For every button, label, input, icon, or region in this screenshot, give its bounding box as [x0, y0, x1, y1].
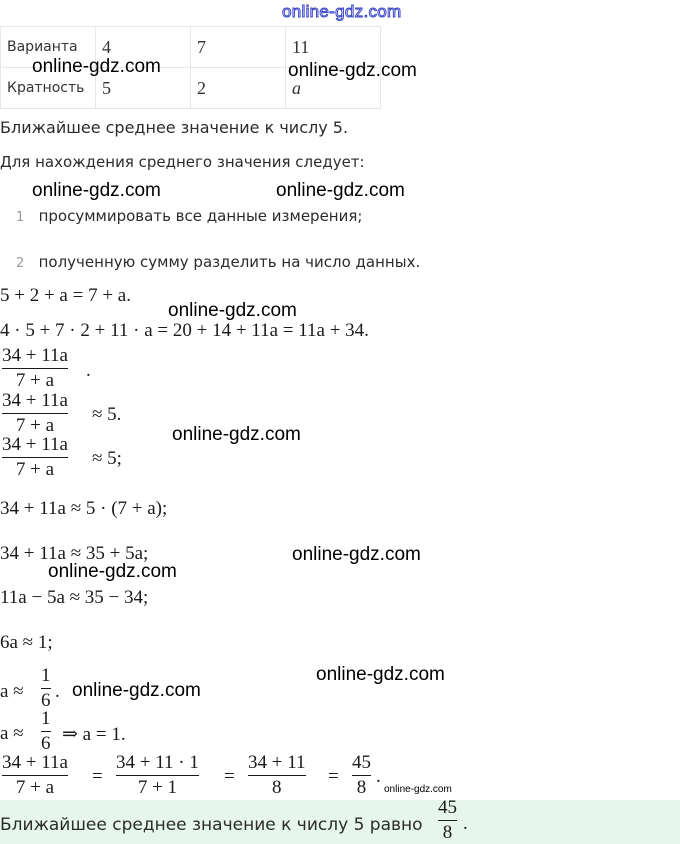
table-cell: 11	[286, 27, 381, 68]
approx-five: ≈ 5;	[92, 448, 122, 469]
fraction-denominator: 8	[442, 822, 453, 843]
fraction-mean	[2, 345, 68, 392]
row-label-multiplicity: Кратность	[1, 68, 96, 109]
implication: ⇒ a = 1.	[62, 724, 126, 745]
fraction-numerator: 34 + 11a	[2, 390, 68, 411]
watermark-top: online-gdz.com	[282, 2, 402, 21]
watermark: online-gdz.com	[316, 664, 445, 685]
period: .	[376, 766, 381, 787]
equation-weighted-sum: 4 · 5 + 7 · 2 + 11 · a = 20 + 14 + 11a = 11a + 34.	[0, 320, 369, 341]
row-label-variants: Варианта	[1, 27, 96, 68]
fraction-bar	[2, 775, 68, 776]
period: .	[55, 681, 60, 702]
period: .	[86, 360, 91, 381]
fraction-bar	[2, 413, 68, 414]
fraction-result	[352, 752, 371, 799]
fraction-denominator: 8	[356, 777, 367, 798]
watermark: online-gdz.com	[292, 544, 421, 565]
period: .	[463, 813, 468, 834]
a-approx-label: a ≈	[0, 681, 24, 702]
fraction-numerator: 34 + 11a	[2, 752, 68, 773]
fraction-denominator: 7 + a	[15, 415, 55, 436]
fraction-bar	[2, 457, 68, 458]
watermark: online-gdz.com	[288, 60, 417, 81]
a-approx-label: a ≈	[0, 723, 24, 744]
fraction-bar	[438, 820, 457, 821]
fraction-bar	[116, 775, 199, 776]
result-text: Ближайшее среднее значение к числу 5 равно	[0, 815, 423, 835]
fraction-denominator: 7 + 1	[137, 777, 178, 798]
equation-step: 34 + 11a ≈ 35 + 5a;	[0, 543, 149, 564]
fraction-numerator: 34 + 11a	[2, 345, 68, 366]
list-item	[16, 207, 362, 225]
fraction-mean	[2, 390, 68, 437]
fraction-denominator: 8	[272, 777, 282, 798]
fraction-substituted	[116, 752, 199, 799]
fraction-bar	[248, 775, 306, 776]
step-number: 2	[16, 256, 25, 271]
step-text: просуммировать все данные измерения;	[38, 207, 363, 225]
step-number: 1	[16, 210, 25, 225]
watermark-small: online-gdz.com	[384, 784, 452, 795]
fraction-one-sixth	[41, 665, 51, 712]
fraction-bar	[41, 731, 51, 732]
fraction-numerator: 34 + 11	[248, 752, 306, 773]
statement-closest: Ближайшее среднее значение к числу 5.	[0, 118, 349, 137]
table-cell: a	[286, 68, 381, 109]
fraction-bar	[2, 368, 68, 369]
watermark: online-gdz.com	[32, 56, 161, 77]
table-cell: 4	[96, 27, 191, 68]
fraction-answer	[438, 797, 457, 844]
fraction-numerator: 45	[438, 797, 457, 818]
watermark: online-gdz.com	[172, 424, 301, 445]
watermark: online-gdz.com	[276, 180, 405, 201]
fraction-bar	[352, 775, 371, 776]
fraction-denominator: 6	[41, 690, 51, 711]
table-cell: 2	[191, 68, 286, 109]
fraction-mean	[2, 752, 68, 799]
fraction-bar	[41, 688, 51, 689]
fraction-denominator: 7 + a	[15, 459, 55, 480]
equals-sign: =	[328, 766, 339, 787]
fraction-denominator: 7 + a	[15, 777, 55, 798]
fraction-numerator: 1	[41, 665, 51, 686]
fraction-mean	[2, 434, 68, 481]
fraction-numerator: 45	[352, 752, 371, 773]
method-intro: Для нахождения среднего значения следует:	[0, 153, 365, 171]
list-item	[16, 253, 420, 271]
equals-sign: =	[92, 766, 103, 787]
fraction-numerator: 34 + 11 · 1	[116, 752, 199, 773]
fraction-sum	[248, 752, 306, 799]
step-text: полученную сумму разделить на число данных.	[38, 253, 421, 271]
fraction-numerator: 34 + 11a	[2, 434, 68, 455]
equation-step: 34 + 11a ≈ 5 · (7 + a);	[0, 498, 168, 519]
watermark: online-gdz.com	[168, 300, 297, 321]
table-cell: 7	[191, 27, 286, 68]
fraction-denominator: 7 + a	[15, 370, 55, 391]
equals-sign: =	[224, 766, 235, 787]
equation-step: 11a − 5a ≈ 35 − 34;	[0, 587, 149, 608]
fraction-denominator: 6	[41, 733, 51, 754]
equation-sum-multiplicities: 5 + 2 + a = 7 + a.	[0, 285, 131, 306]
watermark: online-gdz.com	[48, 561, 177, 582]
watermark: online-gdz.com	[72, 680, 201, 701]
equation-step: 6a ≈ 1;	[0, 632, 53, 653]
watermark: online-gdz.com	[32, 180, 161, 201]
approx-five: ≈ 5.	[92, 404, 122, 425]
table-cell: 5	[96, 68, 191, 109]
fraction-one-sixth	[41, 708, 51, 755]
fraction-numerator: 1	[41, 708, 51, 729]
